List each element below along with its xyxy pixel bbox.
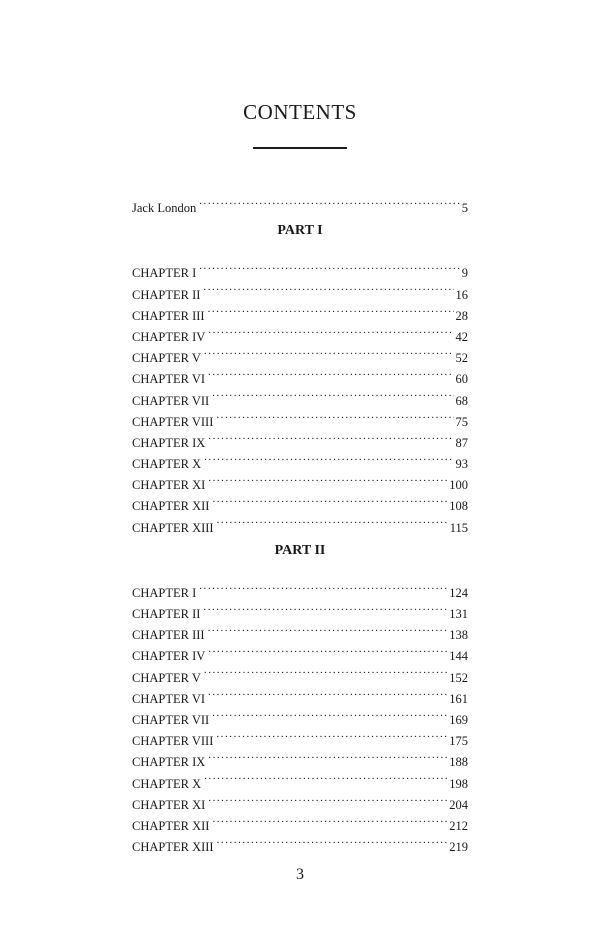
dot-leader: [212, 383, 453, 404]
dot-leader: [204, 341, 454, 362]
dot-leader: [216, 724, 447, 745]
parts-list: [132, 221, 468, 855]
toc-entry-label: CHAPTER XI: [132, 797, 206, 812]
toc-entry-page: 100: [449, 478, 468, 493]
dot-leader: [208, 299, 454, 320]
toc-entry-page: 138: [449, 628, 468, 643]
toc-entry-page: 5: [461, 201, 468, 216]
toc-entry-label: CHAPTER XII: [132, 499, 210, 514]
toc-entry-page: 87: [455, 435, 468, 450]
toc-entry-page: 161: [449, 691, 468, 706]
toc-entry-label: CHAPTER VI: [132, 372, 206, 387]
dot-leader: [199, 576, 447, 597]
toc-entry-page: 131: [449, 607, 468, 621]
dot-leader: [208, 426, 453, 447]
title-underline: [253, 147, 347, 149]
dot-leader: [208, 618, 448, 639]
toc-entry-label: CHAPTER IX: [132, 755, 206, 770]
toc-entry-page: 115: [449, 520, 468, 535]
dot-leader: [208, 788, 447, 809]
toc-entry-page: 75: [455, 414, 468, 429]
toc-entry-page: 124: [449, 585, 468, 600]
toc-entry-page: 188: [449, 755, 468, 770]
toc-entry-page: 60: [455, 372, 468, 387]
toc-entry-label: CHAPTER X: [132, 457, 202, 472]
toc-entry-label: CHAPTER V: [132, 351, 201, 366]
toc-entry-page: 42: [455, 329, 468, 344]
dot-leader: [208, 745, 447, 766]
toc-entry-label: CHAPTER XIII: [132, 840, 214, 855]
toc-entry-label: CHAPTER I: [132, 585, 197, 600]
toc-entry-page: 28: [455, 308, 468, 323]
toc-entry-page: 52: [455, 351, 468, 366]
toc-entry-chapter[interactable]: [132, 256, 468, 281]
toc-entry-label: CHAPTER VIII: [132, 414, 214, 429]
dot-leader: [212, 489, 447, 510]
toc-entry-page: 175: [449, 734, 468, 749]
dot-leader: [199, 256, 460, 277]
page-title: CONTENTS: [243, 100, 357, 124]
toc-entry-label: CHAPTER X: [132, 776, 202, 791]
toc-entry-page: 169: [449, 712, 468, 727]
toc-entry-label: CHAPTER VIII: [132, 734, 214, 749]
dot-leader: [199, 191, 460, 212]
toc-entry-page: 9: [461, 266, 468, 281]
toc-entry-label: CHAPTER XII: [132, 818, 210, 833]
toc-entry-label: CHAPTER VII: [132, 712, 210, 727]
dot-leader: [208, 682, 447, 703]
toc-entry-label: CHAPTER III: [132, 628, 205, 643]
dot-leader: [204, 660, 447, 681]
toc-entry-label: CHAPTER V: [132, 670, 201, 685]
toc-entry-label: CHAPTER IV: [132, 329, 206, 344]
dot-leader: [212, 809, 447, 830]
toc-entry-label: Jack London: [132, 201, 197, 216]
toc-entry-label: CHAPTER III: [132, 308, 205, 323]
toc-entry-page: 219: [449, 840, 468, 855]
toc-entry-chapter[interactable]: [132, 576, 468, 600]
toc-entry-label: CHAPTER II: [132, 287, 201, 302]
toc-entry-page: 198: [449, 776, 468, 791]
dot-leader: [208, 320, 453, 341]
toc-entry-page: 144: [449, 649, 468, 664]
toc-entry-label: CHAPTER II: [132, 607, 201, 621]
toc-entry-label: CHAPTER XIII: [132, 520, 214, 535]
dot-leader: [208, 362, 453, 383]
page-number: 3: [296, 866, 304, 883]
toc-entry-label: CHAPTER XI: [132, 478, 206, 493]
part-heading: PART II: [274, 542, 326, 558]
dot-leader: [212, 703, 447, 724]
toc-entry-page: 93: [455, 457, 468, 472]
toc-entry-label: CHAPTER I: [132, 266, 197, 281]
dot-leader: [216, 405, 453, 426]
dot-leader: [203, 277, 453, 298]
toc-entry-label: CHAPTER VII: [132, 393, 210, 408]
toc-entry-page: 212: [449, 818, 468, 833]
table-of-contents: [132, 191, 468, 855]
part-heading: PART I: [277, 223, 323, 239]
dot-leader: [208, 468, 447, 489]
toc-entry-label: CHAPTER IX: [132, 435, 206, 450]
toc-entry-page: 152: [449, 670, 468, 685]
toc-entry-label: CHAPTER IV: [132, 649, 206, 664]
dot-leader: [204, 766, 447, 787]
dot-leader: [204, 447, 453, 468]
dot-leader: [208, 639, 447, 660]
dot-leader: [217, 830, 448, 851]
toc-entry-page: 204: [449, 797, 468, 812]
toc-entry-label: CHAPTER VI: [132, 691, 206, 706]
toc-entry-page: 108: [449, 499, 468, 514]
dot-leader: [203, 597, 447, 618]
toc-entry-page: 68: [455, 393, 468, 408]
toc-entry-page: 16: [455, 287, 468, 302]
dot-leader: [217, 510, 448, 531]
toc-entry-intro[interactable]: [132, 191, 468, 216]
